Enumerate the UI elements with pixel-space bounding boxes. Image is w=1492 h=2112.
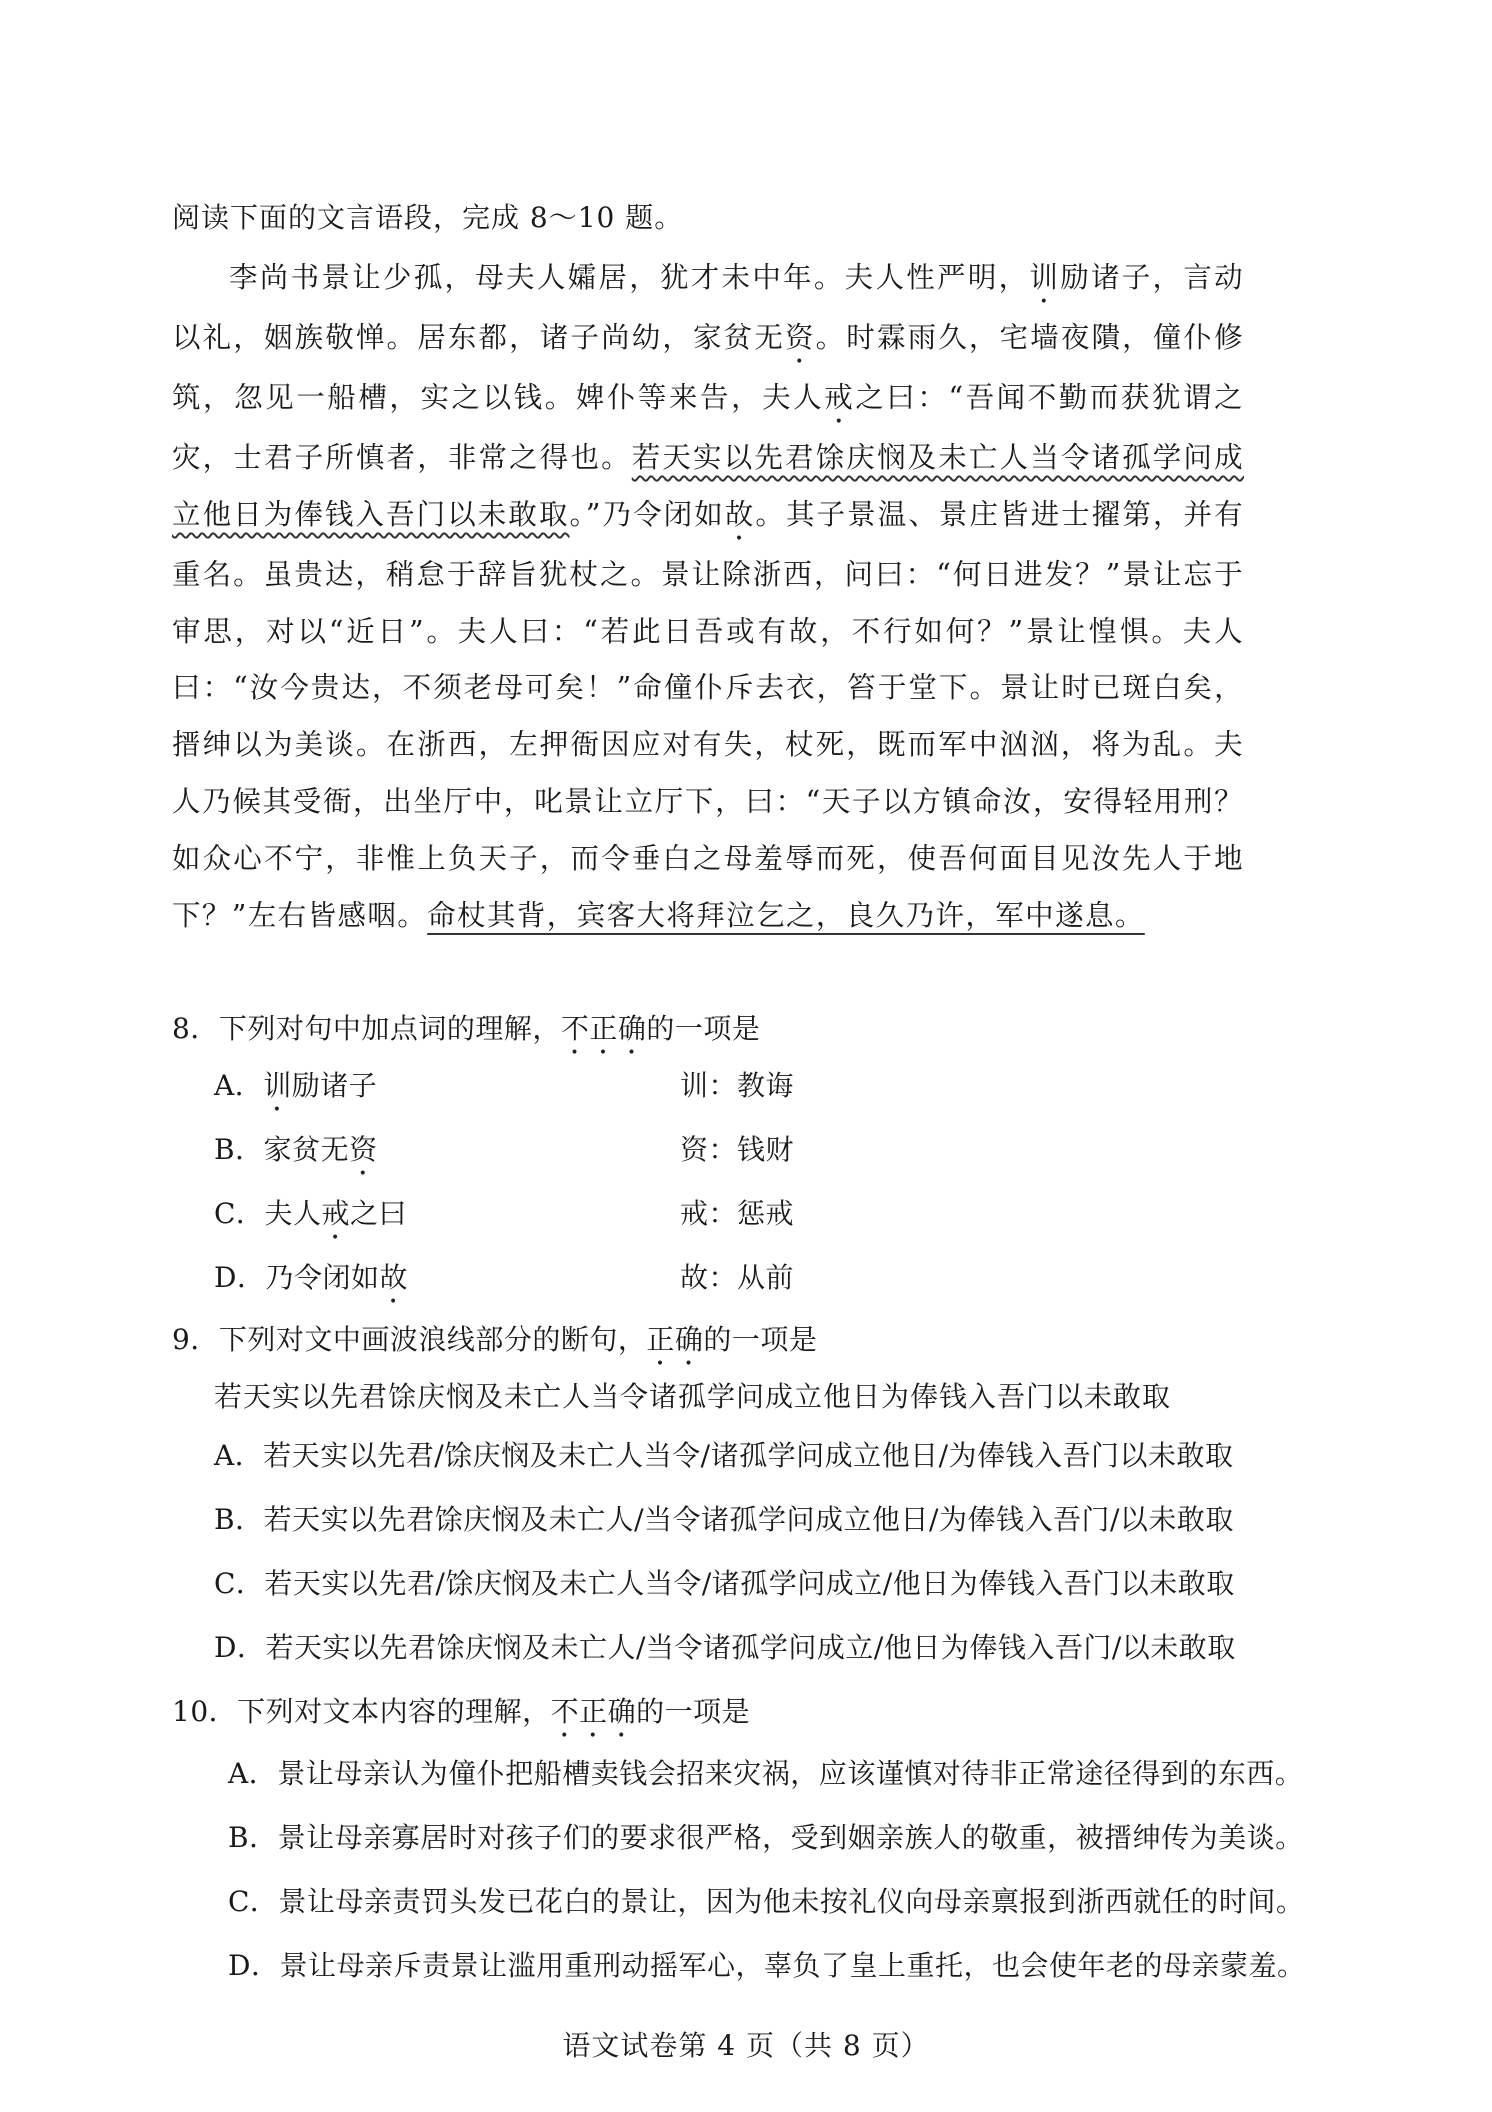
passage-text: 。其子景温、景庄皆进士擢第，并有重名。虽贵达，稍怠于辞旨犹杖之。景让除浙西，问曰：“何日进发？”景让忘于审思，对以“近日”。夫人曰：“若此日吾或有故，不行如何？”景让惶惧。夫人曰：“汝今贵达，不须老母可矣！”命僮仆斥去衣，笞于堂下。景让时已斑白矣，搢绅以为美谈。在浙西，左押衙因应对有失，杖死，既而军中汹汹，将为乱。夫人乃候其受衙，出坐厅中，叱景让立厅下，曰：“天子以方镇命汝，安得轻用刑？如众心不宁，非惟上负天子，而令垂白之母羞辱而死，使吾何面目见汝先人于地下？”左右皆感咽。 [172,497,1245,932]
option-text: 夫人 [264,1197,322,1230]
q9-option-a[interactable]: A．若天实以先君/馀庆悯及未亡人当令/诸孤学问成立他日/为俸钱入吾门以未敢取 [214,1439,1234,1472]
option-text: 之曰 [349,1197,407,1230]
q8-option-b[interactable] [214,1128,378,1182]
question-text: 9．下列对文中画波浪线部分的断句， [172,1323,647,1356]
q9-option-d[interactable]: D．若天实以先君馀庆悯及未亡人/当令诸孤学问成立/他日为俸钱入吾门/以未敢取 [214,1631,1236,1664]
q8-option-a-gloss: 训：教诲 [680,1069,795,1102]
q10-option-b[interactable]: B．景让母亲寡居时对孩子们的要求很严格，受到姻亲族人的敬重，被搢绅传为美谈。 [228,1821,1304,1854]
q10-option-d[interactable]: D．景让母亲斥责景让滥用重刑动摇军心，辜负了皇上重托，也会使年老的母亲蒙羞。 [228,1949,1306,1982]
q8-option-c-gloss: 戒：惩戒 [680,1197,795,1230]
dotted-word-jie: 戒 [824,381,856,414]
option-letter: C． [214,1197,265,1230]
q8-option-a[interactable] [214,1064,377,1118]
option-text: 家贫无 [263,1133,350,1166]
dotted-word: 资 [349,1133,378,1166]
dotted-word: 故 [379,1261,408,1294]
dotted-word: 训 [263,1069,292,1102]
question-text: 的一项是 [703,1323,818,1356]
dotted-word-gu: 故 [724,497,756,531]
passage-text: 之曰：“吾闻不勤而获犹谓之灾，士君子所慎者，非常之得也。 [172,381,1244,474]
q8-option-c[interactable] [214,1192,407,1246]
question-text: 的一项是 [646,1012,761,1045]
passage-text: 李尚书景让少孤，母夫人孀居，犹才未中年。夫人性严明， [229,261,1030,294]
q10-option-c[interactable]: C．景让母亲责罚头发已花白的景让，因为他未按礼仪向母亲禀报到浙西就任的时间。 [228,1885,1305,1918]
passage-text: 。”乃令闭如 [569,497,725,531]
dotted-word-xun: 训 [1029,261,1061,294]
q10-option-a[interactable]: A．景让母亲认为僮仆把船槽卖钱会招来灾祸，应该谨慎对待非正常途径得到的东西。 [228,1757,1304,1790]
page-footer: 语文试卷第 4 页（共 8 页） [562,2029,930,2062]
option-text: 励诸子 [291,1069,378,1102]
section-intro: 阅读下面的文言语段，完成 8～10 题。 [172,201,684,234]
passage-text: 励诸子，言动以礼，姻族敬惮。居东都，诸子尚幼，家贫无 [172,261,1245,354]
question-text: 10．下列对文本内容的理解， [172,1695,551,1728]
passage-text: 。时霖雨久，宅墙夜隤，僮仆修筑，忽见一船槽，实之以钱。婢仆等来告，夫人 [172,321,1244,414]
classical-passage [172,250,1244,944]
emphasis-not-correct: 不正确 [550,1695,637,1728]
underlined-sentence: 命杖其背，宾客大将拜泣乞之，良久乃许，军中遂息。 [427,898,1145,932]
question-10-stem [172,1690,750,1744]
q9-option-c[interactable]: C．若天实以先君/馀庆悯及未亡人当令/诸孤学问成立/他日为俸钱入吾门以未敢取 [214,1567,1235,1600]
question-text: 的一项是 [636,1695,751,1728]
q9-sentence: 若天实以先君馀庆悯及未亡人当令诸孤学问成立他日为俸钱入吾门以未敢取 [214,1380,1172,1413]
q8-option-d[interactable] [214,1256,408,1310]
passage-paragraph [172,250,1244,944]
emphasis-not-correct: 不正确 [560,1012,647,1045]
q8-option-d-gloss: 故：从前 [680,1261,795,1294]
option-letter: A． [214,1069,264,1102]
q9-option-b[interactable]: B．若天实以先君馀庆悯及未亡人/当令诸孤学问成立他日/为俸钱入吾门/以未敢取 [214,1503,1234,1536]
q8-option-b-gloss: 资：钱财 [680,1133,795,1166]
wavy-underlined-sentence: 若天实以先君馀庆悯及未亡人当令诸孤学问成立他日为俸钱入吾门以未敢取 [172,441,1244,531]
question-text: 8．下列对句中加点词的理解， [172,1012,561,1045]
question-8-stem [172,1007,760,1061]
dotted-word-zi: 资 [784,321,816,354]
option-letter: B． [214,1133,264,1166]
option-text: 乃令闭如 [265,1261,380,1294]
emphasis-correct: 正确 [646,1323,704,1356]
dotted-word: 戒 [321,1197,350,1230]
question-9-stem [172,1318,817,1372]
option-letter: D． [214,1261,266,1294]
